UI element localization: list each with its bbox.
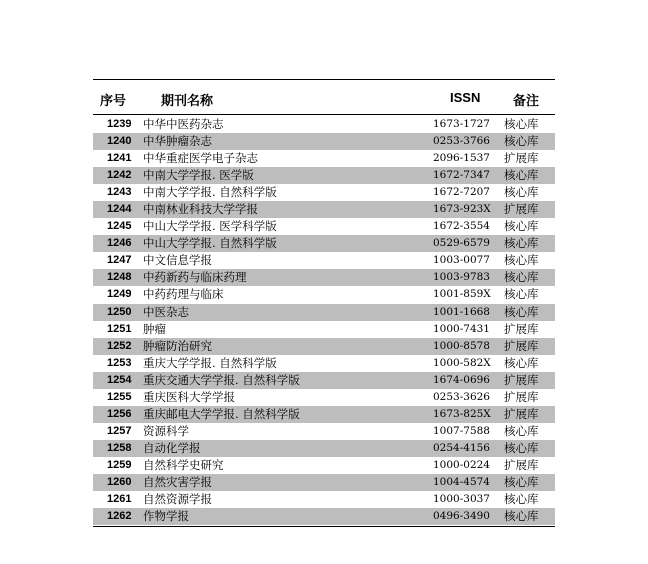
row-number: 1259: [107, 458, 132, 471]
row-number: 1244: [107, 203, 132, 216]
row-number: 1240: [107, 135, 132, 148]
journal-name: 自然科学史研究: [143, 457, 224, 472]
row-number: 1256: [107, 407, 132, 420]
issn-value: 1000-3037: [433, 493, 490, 506]
row-number: 1247: [107, 254, 132, 267]
journal-name: 中华重症医学电子杂志: [143, 151, 258, 166]
issn-value: 1673-923X: [433, 203, 491, 216]
journal-name: 自动化学报: [143, 440, 201, 455]
table-row: [93, 201, 555, 218]
issn-value: 1000-582X: [433, 356, 491, 369]
row-number: 1257: [107, 424, 132, 437]
note-value: 核心库: [504, 304, 539, 319]
table-row: [93, 167, 555, 184]
table-body: [93, 116, 555, 525]
table-top-rule: [93, 79, 555, 80]
note-value: 核心库: [504, 270, 539, 285]
issn-value: 1672-3554: [433, 220, 490, 233]
note-value: 核心库: [504, 185, 539, 200]
table-row: [93, 372, 555, 389]
issn-value: 1000-7431: [433, 322, 490, 335]
header-name: 期刊名称: [161, 93, 214, 108]
row-number: 1260: [107, 475, 132, 488]
note-value: 扩展库: [504, 151, 539, 166]
issn-value: 1000-8578: [433, 339, 490, 352]
journal-name: 资源科学: [143, 423, 189, 438]
note-value: 核心库: [504, 117, 539, 131]
note-value: 核心库: [504, 236, 539, 251]
table-row: [93, 474, 555, 491]
table-row: [93, 389, 555, 406]
issn-value: 1000-0224: [433, 458, 490, 471]
note-value: 核心库: [504, 168, 539, 183]
table-row: [93, 252, 555, 269]
row-number: 1261: [107, 493, 132, 506]
table-row: [93, 269, 555, 286]
table-row: [93, 133, 555, 150]
row-number: 1254: [107, 373, 132, 386]
issn-value: 1672-7207: [433, 186, 490, 199]
note-value: 扩展库: [504, 406, 539, 421]
row-number: 1252: [107, 339, 132, 352]
note-value: 核心库: [504, 355, 539, 370]
journal-name: 中南大学学报. 医学版: [143, 168, 254, 183]
table-row: [93, 491, 555, 508]
row-number: 1250: [107, 305, 132, 318]
row-number: 1242: [107, 169, 132, 182]
table-row: [93, 304, 555, 321]
issn-value: 1001-1668: [433, 305, 490, 318]
journal-name: 中药药理与临床: [143, 287, 224, 302]
table-header-rule: [93, 114, 555, 115]
journal-name: 自然资源学报: [143, 492, 212, 507]
issn-value: 1673-825X: [433, 407, 491, 420]
issn-value: 1672-7347: [433, 169, 490, 182]
issn-value: 1674-0696: [433, 373, 490, 386]
note-value: 核心库: [504, 287, 539, 302]
note-value: 扩展库: [504, 389, 539, 404]
journal-name: 肿瘤: [143, 321, 166, 336]
header-note: 备注: [513, 93, 540, 108]
row-number: 1262: [107, 510, 132, 523]
table-row: [93, 338, 555, 355]
journal-name: 中山大学学报. 医学科学版: [143, 219, 277, 234]
table-header: [93, 86, 555, 112]
row-number: 1245: [107, 220, 132, 233]
row-number: 1246: [107, 237, 132, 250]
note-value: 核心库: [504, 492, 539, 507]
note-value: 扩展库: [504, 372, 539, 387]
journal-name: 中药新药与临床药理: [143, 270, 247, 285]
row-number: 1249: [107, 288, 132, 301]
table-row: [93, 286, 555, 303]
issn-value: 0253-3766: [433, 135, 490, 148]
row-number: 1241: [107, 152, 132, 165]
table-row: [93, 406, 555, 423]
note-value: 核心库: [504, 134, 539, 149]
journal-name: 中山大学学报. 自然科学版: [143, 236, 277, 251]
journal-name: 中文信息学报: [143, 253, 212, 268]
note-value: 核心库: [504, 509, 539, 524]
table-row: [93, 150, 555, 167]
row-number: 1258: [107, 441, 132, 454]
table-row: [93, 508, 555, 525]
table-row: [93, 423, 555, 440]
issn-value: 0254-4156: [433, 441, 490, 454]
issn-value: 2096-1537: [433, 152, 490, 165]
note-value: 核心库: [504, 474, 539, 489]
table-row: [93, 218, 555, 235]
table-row: [93, 457, 555, 474]
note-value: 核心库: [504, 440, 539, 455]
note-value: 核心库: [504, 219, 539, 234]
table-row: [93, 355, 555, 372]
table-row: [93, 321, 555, 338]
table-row: [93, 440, 555, 457]
table-bottom-rule: [93, 526, 555, 527]
issn-value: 1003-9783: [433, 271, 490, 284]
issn-value: 1001-859X: [433, 288, 491, 301]
note-value: 扩展库: [504, 321, 539, 336]
journal-name: 重庆大学学报. 自然科学版: [143, 355, 277, 370]
row-number: 1243: [107, 186, 132, 199]
header-no: 序号: [100, 93, 127, 108]
note-value: 扩展库: [504, 338, 539, 353]
row-number: 1253: [107, 356, 132, 369]
header-issn: ISSN: [450, 90, 481, 105]
journal-name: 重庆交通大学学报. 自然科学版: [143, 372, 300, 387]
journal-name: 中南林业科技大学学报: [143, 202, 258, 217]
issn-value: 1673-1727: [433, 118, 490, 130]
journal-name: 重庆医科大学学报: [143, 389, 235, 404]
table-row: [93, 116, 555, 133]
journal-name: 中华中医药杂志: [143, 117, 224, 131]
journal-name: 中南大学学报. 自然科学版: [143, 185, 277, 200]
note-value: 扩展库: [504, 457, 539, 472]
issn-value: 0529-6579: [433, 237, 490, 250]
row-number: 1251: [107, 322, 132, 335]
issn-value: 1004-4574: [433, 475, 490, 488]
table-row: [93, 184, 555, 201]
issn-value: 0496-3490: [433, 510, 490, 523]
row-number: 1239: [107, 118, 132, 130]
issn-value: 1003-0077: [433, 254, 490, 267]
note-value: 核心库: [504, 423, 539, 438]
journal-name: 中华肿瘤杂志: [143, 134, 212, 149]
journal-name: 作物学报: [143, 509, 189, 524]
row-number: 1255: [107, 390, 132, 403]
journal-name: 肿瘤防治研究: [143, 338, 212, 353]
table-row: [93, 235, 555, 252]
note-value: 扩展库: [504, 202, 539, 217]
journal-name: 重庆邮电大学学报. 自然科学版: [143, 406, 300, 421]
issn-value: 0253-3626: [433, 390, 490, 403]
note-value: 核心库: [504, 253, 539, 268]
journal-name: 自然灾害学报: [143, 474, 212, 489]
row-number: 1248: [107, 271, 132, 284]
journal-name: 中医杂志: [143, 304, 189, 319]
issn-value: 1007-7588: [433, 424, 490, 437]
